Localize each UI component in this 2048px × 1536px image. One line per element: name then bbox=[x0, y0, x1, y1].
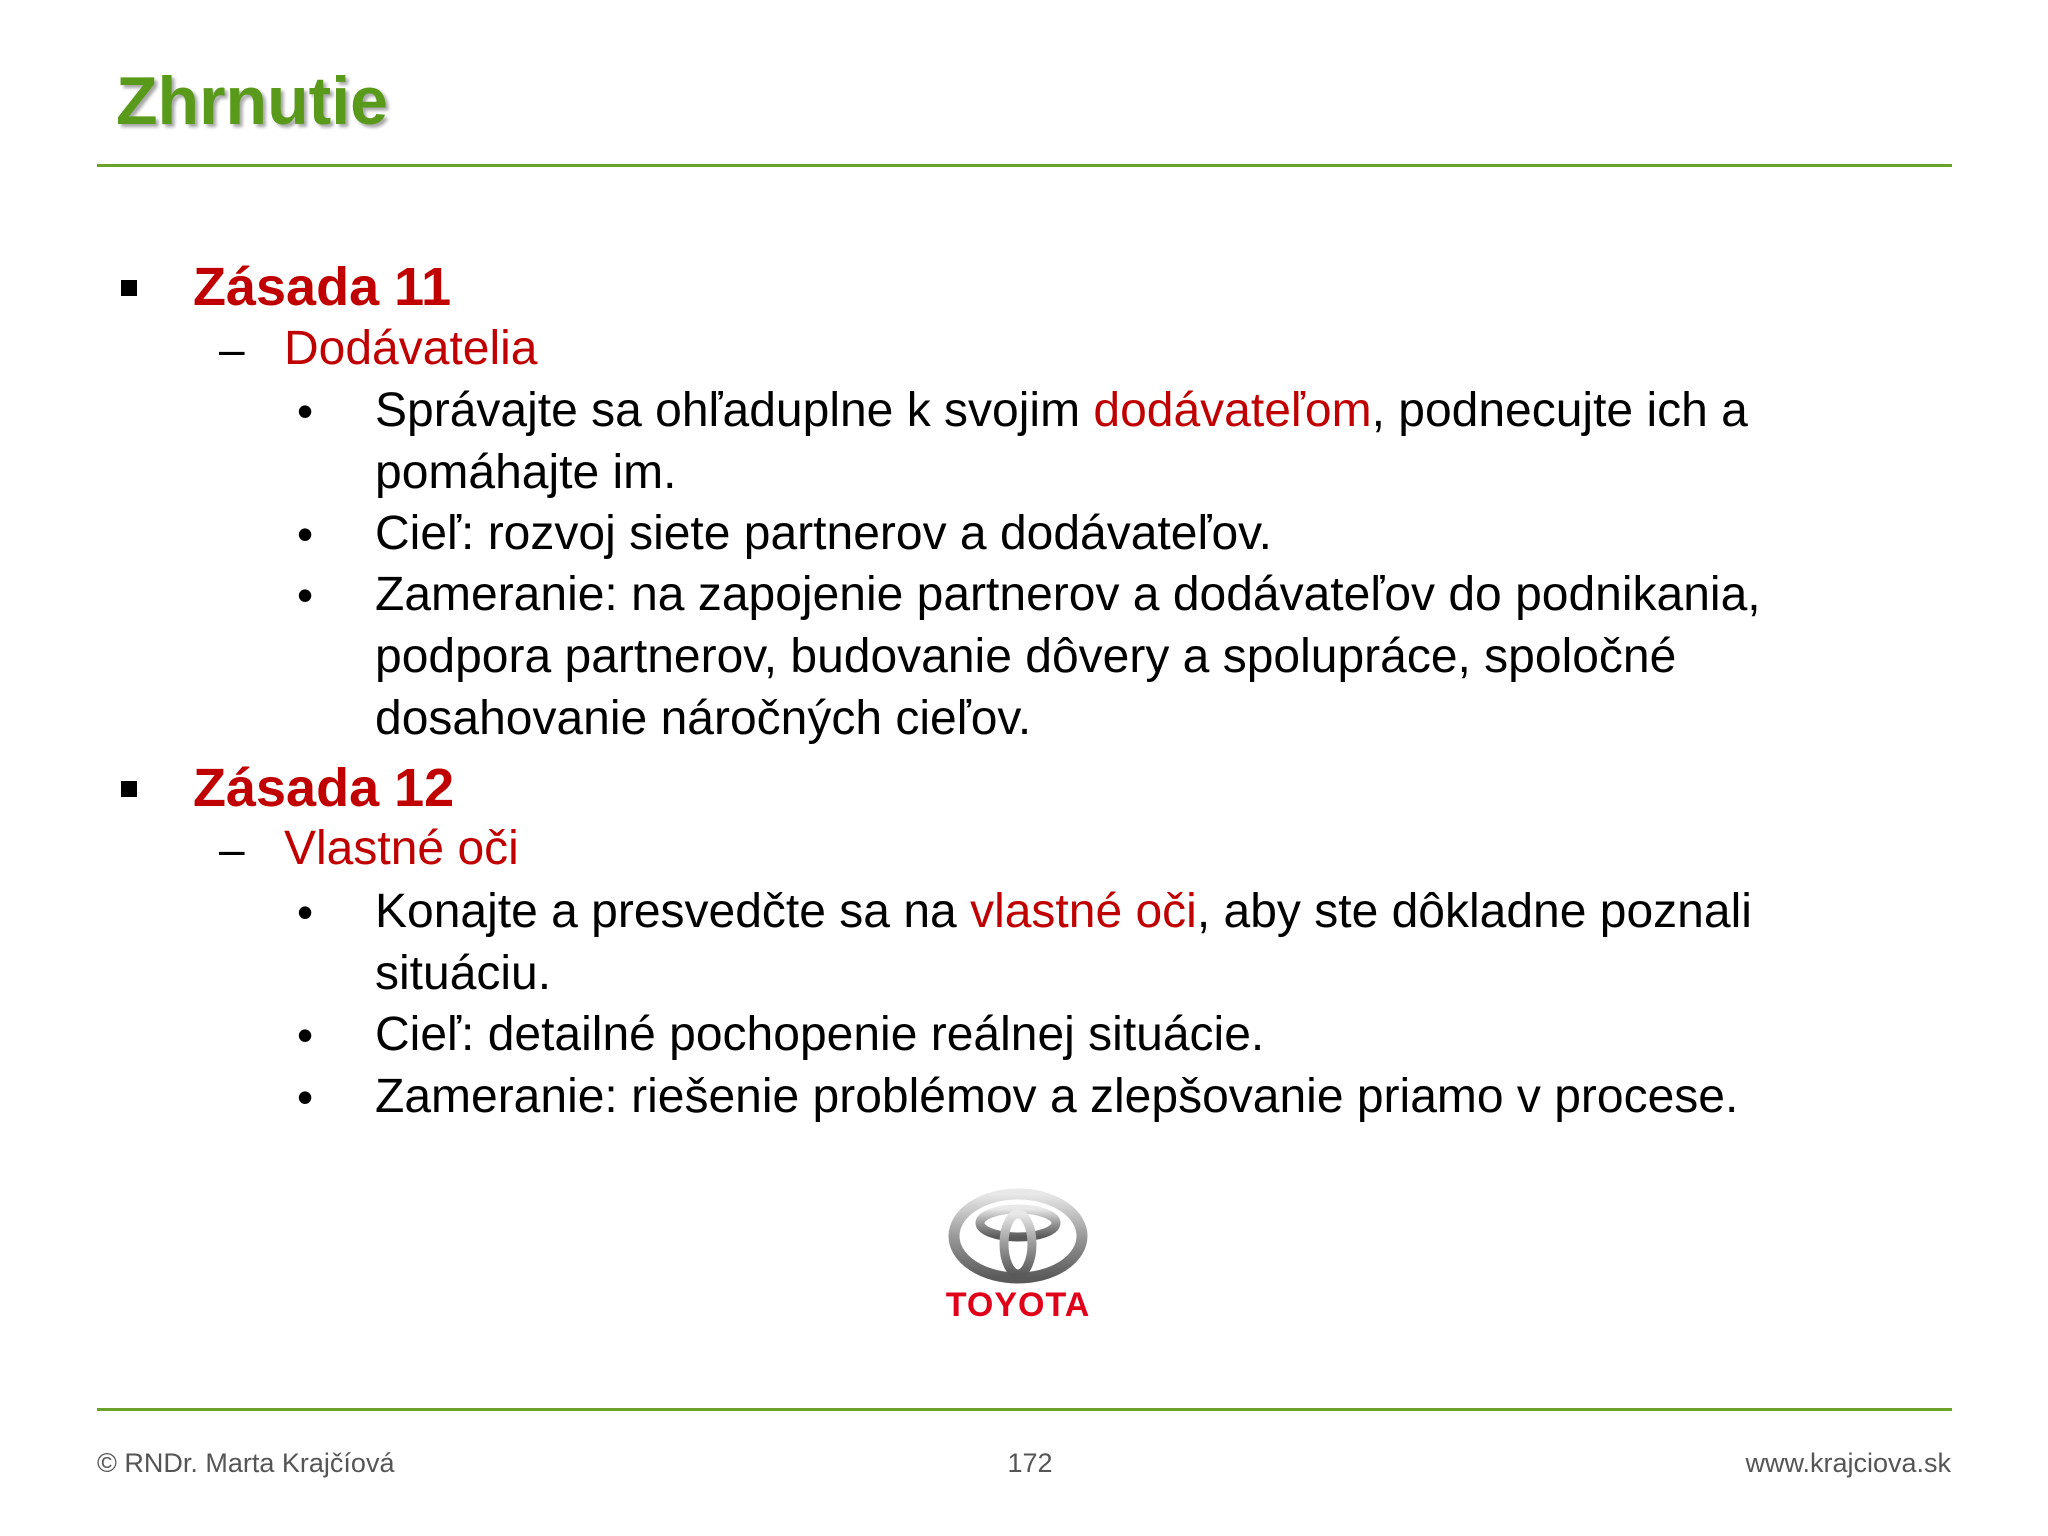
bullet-text: Zameranie: riešenie problémov a zlepšovanie priamo v procese. bbox=[375, 1070, 1739, 1123]
bullet-text-part: Konajte a presvedčte sa na bbox=[375, 885, 971, 938]
bullet-marker: • bbox=[297, 385, 314, 437]
dash-marker: – bbox=[219, 823, 245, 875]
footer-author: © RNDr. Marta Krajčíová bbox=[97, 1448, 395, 1478]
page-number: 172 bbox=[1007, 1448, 1053, 1478]
square-bullet-icon bbox=[121, 280, 137, 296]
bullet-marker: • bbox=[297, 508, 314, 560]
section-heading: Zásada 11 bbox=[193, 257, 452, 317]
bullet-text-part: , podnecujte ich a bbox=[1371, 384, 1748, 437]
highlight-text: vlastné oči bbox=[970, 885, 1197, 938]
bullet-text-continuation: pomáhajte im. bbox=[375, 446, 677, 499]
toyota-logo-text: TOYOTA bbox=[945, 1286, 1091, 1324]
section-subheading: Dodávatelia bbox=[284, 322, 538, 375]
bullet-text: Cieľ: detailné pochopenie reálnej situácie. bbox=[375, 1008, 1265, 1061]
section-subheading: Vlastné oči bbox=[284, 822, 519, 875]
bullet-marker: • bbox=[297, 1009, 314, 1061]
slide-title: Zhrnutie bbox=[116, 63, 388, 139]
bullet-text-part: Správajte sa ohľaduplne k svojim bbox=[375, 384, 1094, 437]
bullet-marker: • bbox=[297, 569, 314, 621]
footer-website: www.krajciova.sk bbox=[1745, 1448, 1951, 1478]
bullet-text-continuation: situáciu. bbox=[375, 947, 552, 1000]
bullet-text-continuation: podpora partnerov, budovanie dôvery a spolupráce, spoločné bbox=[375, 630, 1677, 683]
bullet-text-continuation: dosahovanie náročných cieľov. bbox=[375, 692, 1032, 745]
highlight-text: dodávateľom bbox=[1093, 384, 1372, 437]
toyota-logo bbox=[938, 1188, 1098, 1328]
section-heading: Zásada 12 bbox=[193, 758, 455, 818]
bullet-text: Zameranie: na zapojenie partnerov a dodávateľov do podnikania, bbox=[375, 568, 1761, 621]
dash-marker: – bbox=[219, 323, 245, 375]
bullet-marker: • bbox=[297, 886, 314, 938]
footer-divider bbox=[97, 1408, 1952, 1411]
bullet-marker: • bbox=[297, 1071, 314, 1123]
bullet-text bbox=[375, 383, 1748, 438]
bullet-text: Cieľ: rozvoj siete partnerov a dodávateľov. bbox=[375, 507, 1272, 560]
bullet-text-part: , aby ste dôkladne poznali bbox=[1196, 885, 1752, 938]
bullet-text bbox=[375, 884, 1752, 939]
square-bullet-icon bbox=[121, 781, 137, 797]
toyota-logo-icon bbox=[938, 1188, 1098, 1284]
